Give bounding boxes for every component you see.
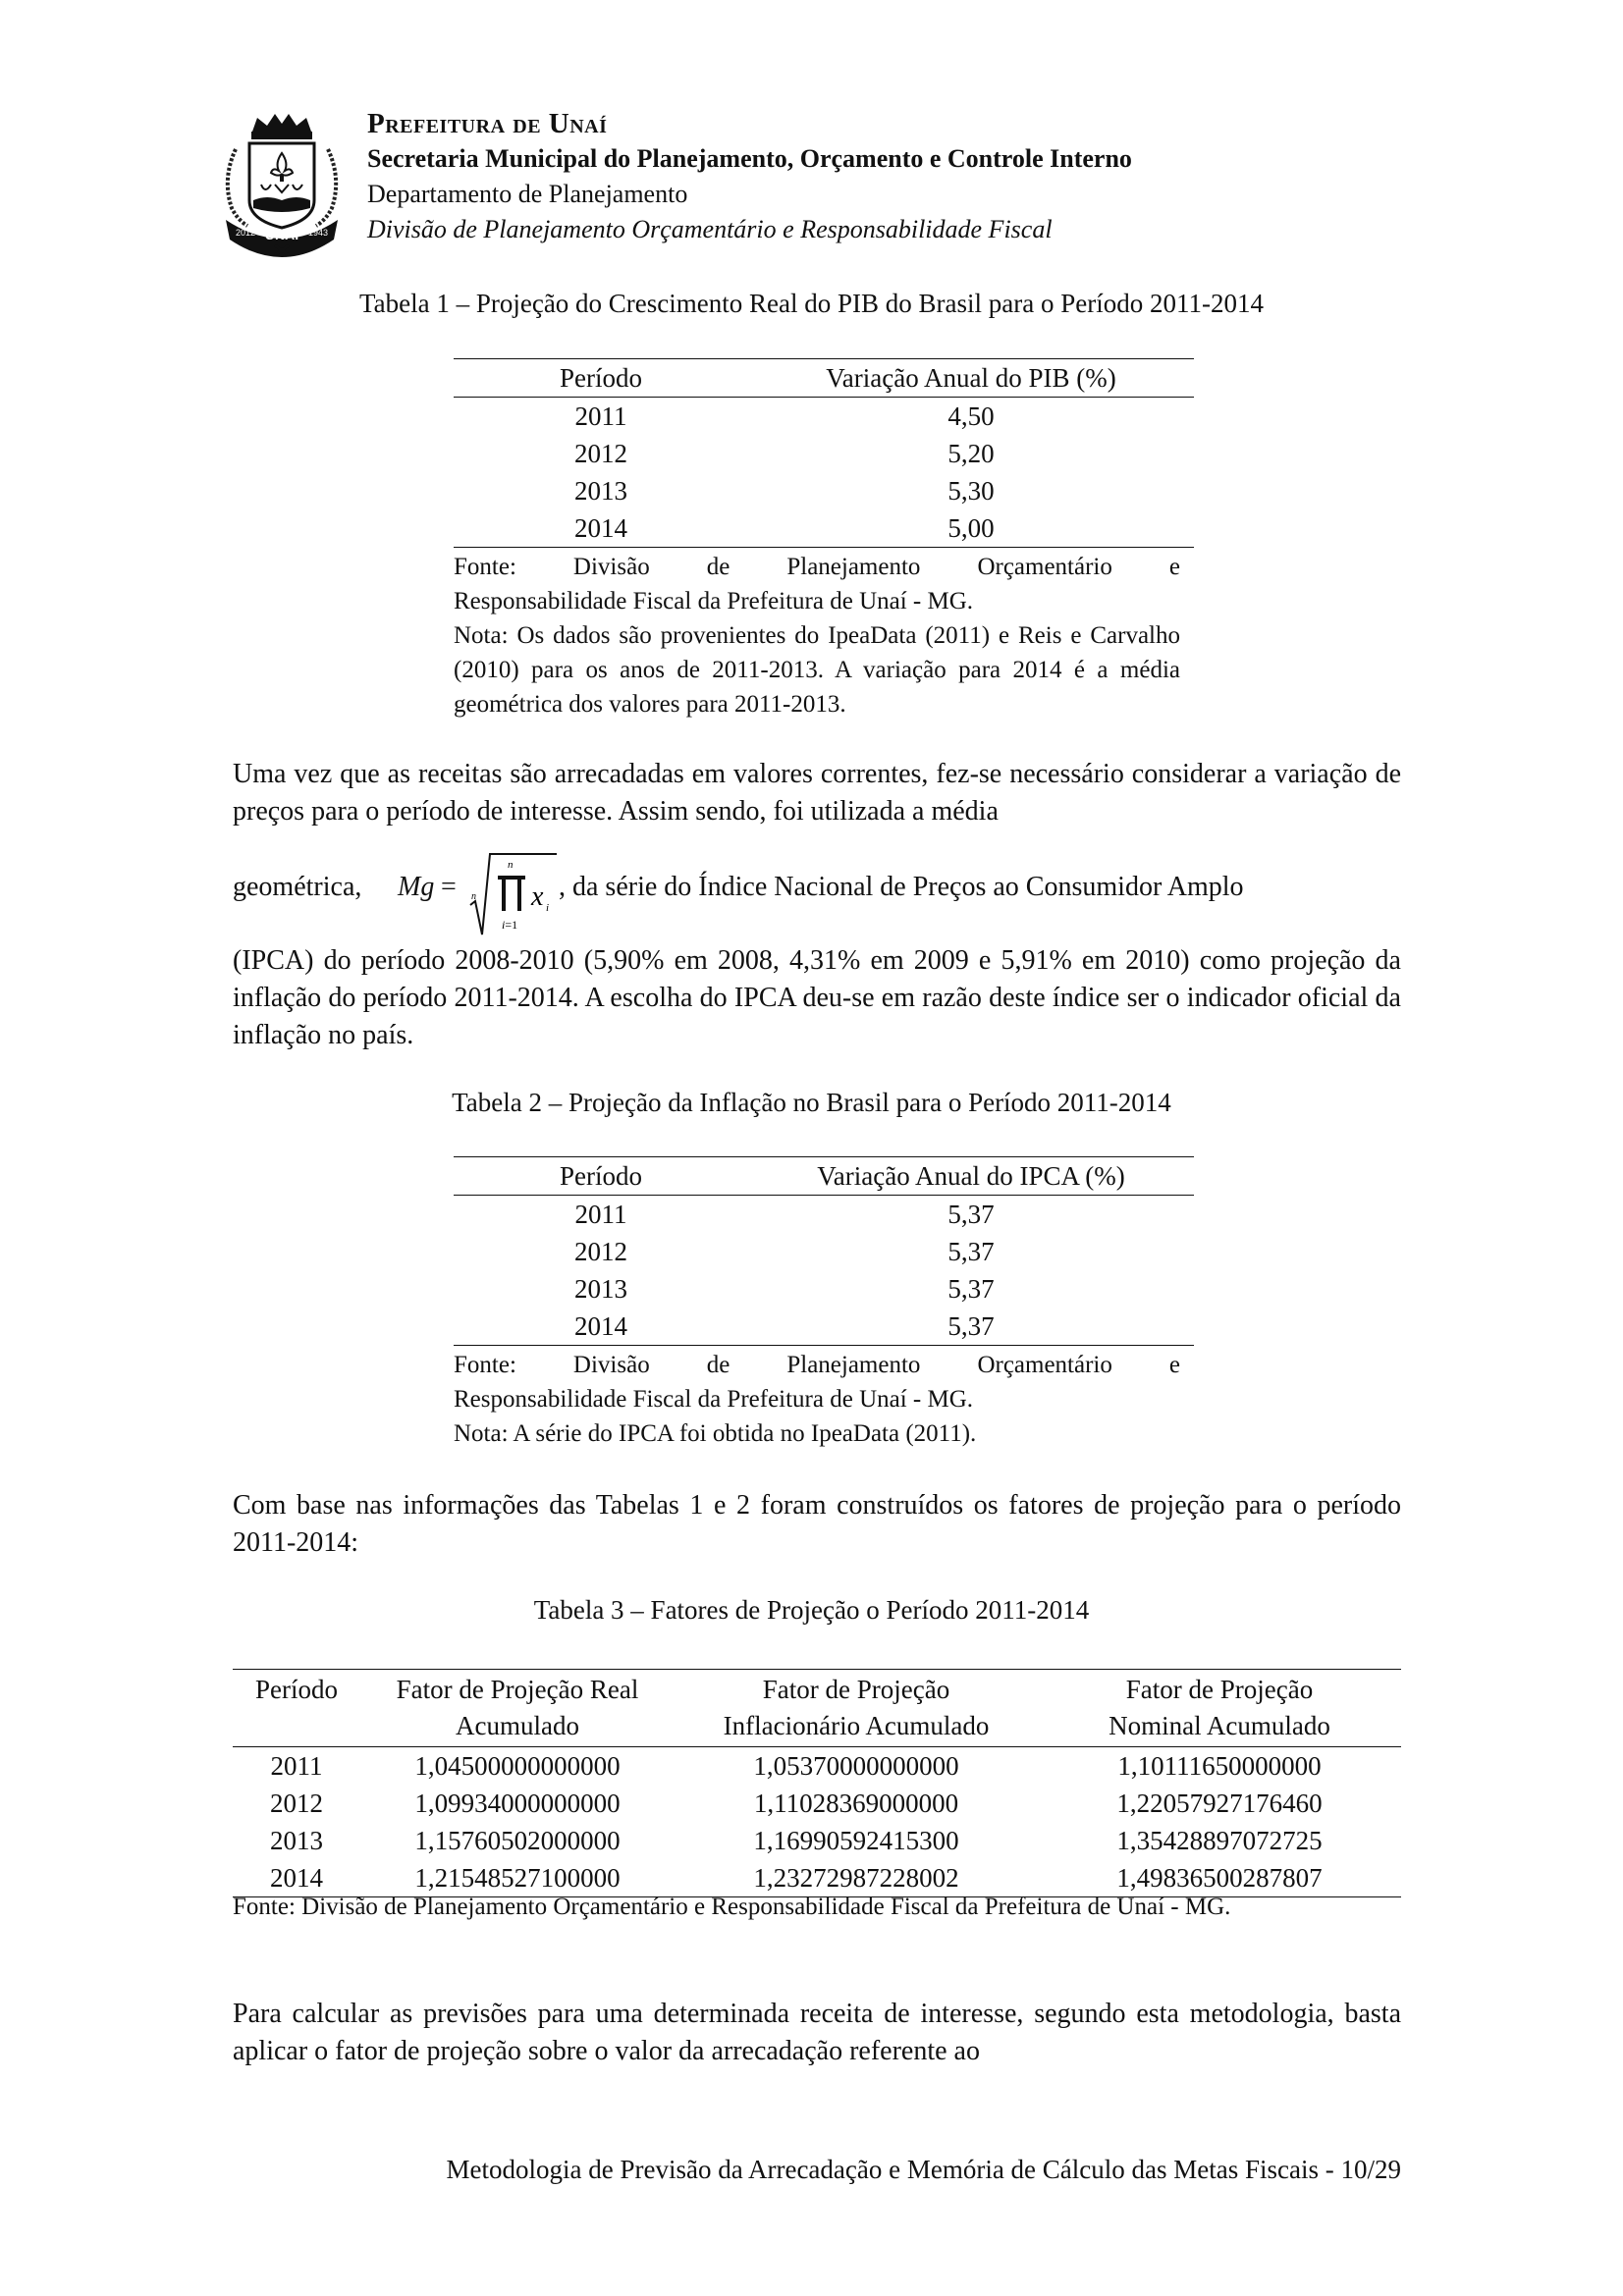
cell-period: 2012 (574, 1237, 627, 1266)
cell-value: 5,37 (947, 1200, 995, 1229)
table3-caption: Tabela 3 – Fatores de Projeção o Período 2011-2014 (533, 1595, 1090, 1625)
column-header: Fator de Projeção Inflacionário Acumulado (723, 1675, 990, 1740)
cell-real-factor: 1,09934000000000 (414, 1789, 621, 1818)
paragraph-text: Para calcular as previsões para uma determinada receita de interesse, segundo esta metodologia, basta aplicar o fator de projeção sobre o valor da arrecadação referente ao (233, 1999, 1401, 2066)
table-row (454, 1233, 1194, 1270)
formula-suffix: , da série do Índice Nacional de Preços ao Consumidor Amplo (559, 872, 1244, 902)
table1-caption: Tabela 1 – Projeção do Crescimento Real do PIB do Brasil para o Período 2011-2014 (359, 289, 1264, 318)
svg-text:x: x (531, 881, 544, 912)
letterhead (218, 106, 1298, 263)
table1 (454, 358, 1194, 548)
note-text: Nota: Os dados são provenientes do IpeaData (2011) e Reis e Carvalho (2010) para os anos de 2011-2013. A variação para 2014 é a média geométrica dos valores para 2011-2013. (454, 622, 1180, 718)
paragraph (233, 1996, 1401, 2070)
svg-text:2012: 2012 (235, 228, 256, 238)
svg-text:UNAÍ: UNAÍ (264, 227, 299, 242)
cell-nominal-factor: 1,22057927176460 (1116, 1789, 1323, 1818)
nth-root-product-icon (468, 850, 557, 938)
source-line: Responsabilidade Fiscal da Prefeitura de Unaí - MG. (454, 1386, 974, 1413)
formula-lhs: Mg (398, 872, 435, 902)
table1-source-note (454, 550, 1180, 721)
cell-inflation-factor: 1,05370000000000 (753, 1751, 959, 1781)
cell-period: 2013 (574, 476, 627, 506)
cell-period: 2012 (574, 439, 627, 468)
table-row (233, 1747, 1401, 1786)
table-header-row (454, 1157, 1194, 1196)
table-row (233, 1822, 1401, 1859)
paragraph (233, 942, 1401, 1054)
cell-inflation-factor: 1,11028369000000 (753, 1789, 959, 1818)
column-header: Variação Anual do IPCA (%) (817, 1161, 1125, 1191)
formula-prefix: geométrica, (233, 872, 362, 902)
column-header: Fator de Projeção Real Acumulado (396, 1675, 639, 1740)
column-header: Período (255, 1675, 338, 1704)
formula-equals: = (441, 872, 457, 902)
table2-caption: Tabela 2 – Projeção da Inflação no Brasil para o Período 2011-2014 (452, 1088, 1171, 1117)
cell-real-factor: 1,04500000000000 (414, 1751, 621, 1781)
table2 (454, 1156, 1194, 1346)
cell-value: 5,37 (947, 1274, 995, 1304)
cell-nominal-factor: 1,49836500287807 (1116, 1863, 1323, 1893)
cell-period: 2014 (574, 513, 627, 543)
paragraph (233, 1487, 1401, 1562)
svg-text:1943: 1943 (307, 228, 329, 238)
cell-value: 5,20 (947, 439, 995, 468)
column-header: Fator de Projeção Nominal Acumulado (1109, 1675, 1330, 1740)
svg-text:i: i (546, 902, 550, 914)
svg-text:n: n (471, 891, 476, 902)
cell-period: 2011 (574, 401, 627, 431)
secretaria-name: Secretaria Municipal do Planejamento, Orçamento e Controle Interno (367, 144, 1132, 173)
table3 (233, 1669, 1401, 1897)
note-text: Nota: A série do IPCA foi obtida no IpeaData (2011). (454, 1420, 977, 1447)
paragraph (233, 756, 1401, 830)
cell-real-factor: 1,21548527100000 (414, 1863, 621, 1893)
municipal-crest-icon (218, 110, 346, 257)
table-header-row (233, 1670, 1401, 1747)
table-row (454, 472, 1194, 509)
source-line: Fonte: Divisão de Planejamento Orçamentário e Responsabilidade Fiscal da Prefeitura de Unaí - MG. (233, 1894, 1231, 1920)
cell-period: 2014 (270, 1863, 323, 1893)
departamento-name: Departamento de Planejamento (367, 180, 688, 208)
paragraph-text: Uma vez que as receitas são arrecadadas em valores correntes, fez-se necessário considerar a variação de preços para o período de interesse. Assim sendo, foi utilizada a média (233, 759, 1401, 827)
svg-text:i=1: i=1 (502, 918, 518, 932)
cell-value: 5,00 (947, 513, 995, 543)
table-row (233, 1785, 1401, 1822)
cell-inflation-factor: 1,23272987228002 (753, 1863, 959, 1893)
cell-nominal-factor: 1,10111650000000 (1117, 1751, 1322, 1781)
svg-text:n: n (508, 859, 514, 871)
cell-value: 5,37 (947, 1237, 995, 1266)
column-header: Variação Anual do PIB (%) (826, 363, 1116, 393)
cell-inflation-factor: 1,16990592415300 (753, 1826, 959, 1855)
cell-nominal-factor: 1,35428897072725 (1116, 1826, 1323, 1855)
table-row (454, 1196, 1194, 1234)
formula-line (233, 850, 1401, 938)
cell-value: 5,30 (947, 476, 995, 506)
cell-period: 2011 (574, 1200, 627, 1229)
prefeitura-title: Prefeitura de Unaí (367, 108, 608, 139)
divisao-name: Divisão de Planejamento Orçamentário e Responsabilidade Fiscal (367, 215, 1053, 243)
source-line: Fonte: Divisão de Planejamento Orçamentário e (454, 554, 1180, 580)
cell-period: 2013 (270, 1826, 323, 1855)
cell-value: 5,37 (947, 1311, 995, 1341)
column-header: Período (560, 363, 642, 393)
cell-period: 2013 (574, 1274, 627, 1304)
table-row (454, 435, 1194, 472)
table-header-row (454, 359, 1194, 398)
source-line: Responsabilidade Fiscal da Prefeitura de Unaí - MG. (454, 588, 974, 614)
cell-period: 2014 (574, 1311, 627, 1341)
source-line: Fonte: Divisão de Planejamento Orçamentário e (454, 1352, 1180, 1378)
table2-source-note (454, 1348, 1180, 1451)
table-row (454, 398, 1194, 436)
column-header: Período (560, 1161, 642, 1191)
cell-value: 4,50 (947, 401, 995, 431)
table-row (454, 1308, 1194, 1346)
table-row (454, 1270, 1194, 1308)
cell-period: 2012 (270, 1789, 323, 1818)
paragraph-text: (IPCA) do período 2008-2010 (5,90% em 2008, 4,31% em 2009 e 5,91% em 2010) como projeção da inflação do período 2011-2014. A escolha do IPCA deu-se em razão deste índice ser o indicador oficial da inflação no país. (233, 945, 1401, 1050)
paragraph-text: Com base nas informações das Tabelas 1 e 2 foram construídos os fatores de projeção para o período 2011-2014: (233, 1490, 1401, 1558)
cell-period: 2011 (270, 1751, 323, 1781)
table-row (454, 509, 1194, 548)
table3-source-note (233, 1890, 1401, 1924)
page-footer: Metodologia de Previsão da Arrecadação e Memória de Cálculo das Metas Fiscais - 10/29 (446, 2155, 1401, 2184)
cell-real-factor: 1,15760502000000 (414, 1826, 621, 1855)
